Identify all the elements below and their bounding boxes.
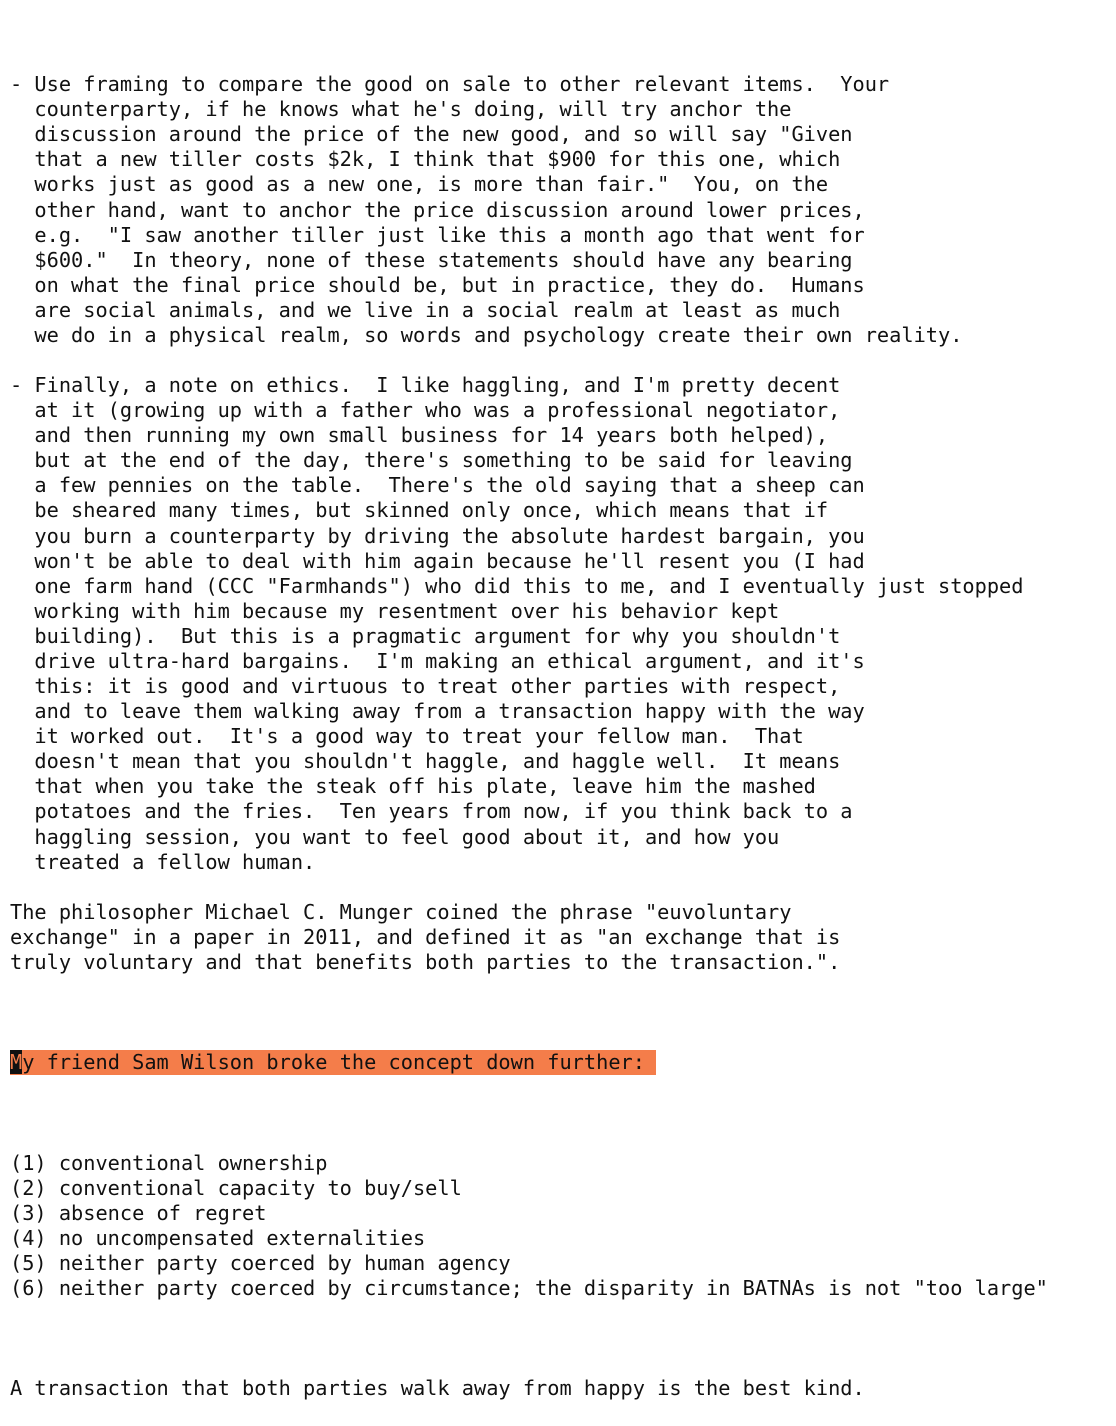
text-line: building). But this is a pragmatic argument for why you shouldn't: [10, 623, 841, 648]
document-body: [10, 72, 1048, 1000]
text-line: (1) conventional ownership: [10, 1150, 328, 1175]
highlighted-line: [10, 1050, 1048, 1075]
selection-highlight: [10, 1050, 656, 1075]
text-line: counterparty, if he knows what he's doing, will try anchor the: [10, 97, 792, 122]
text-line: haggling session, you want to feel good about it, and how you: [10, 824, 780, 849]
text-line: drive ultra-hard bargains. I'm making an ethical argument, and it's: [10, 648, 865, 673]
text-line: discussion around the price of the new good, and so will say "Given: [10, 122, 853, 147]
text-line: [10, 1125, 1048, 1150]
text-line: that when you take the steak off his plate, leave him the mashed: [10, 774, 816, 799]
text-line: other hand, want to anchor the price discussion around lower prices,: [10, 197, 865, 222]
text-editor[interactable]: [10, 22, 1048, 1426]
text-line: it worked out. It's a good way to treat your fellow man. That: [10, 724, 804, 749]
text-line: (4) no uncompensated externalities: [10, 1225, 426, 1250]
text-line: treated a fellow human.: [10, 849, 316, 874]
text-line: $600." In theory, none of these statements should have any bearing: [10, 247, 853, 272]
text-line: (6) neither party coerced by circumstance; the disparity in BATNAs is not "too large": [10, 1275, 1048, 1300]
criteria-list: [10, 1125, 1048, 1326]
text-line: won't be able to deal with him again because he'll resent you (I had: [10, 548, 865, 573]
text-line: works just as good as a new one, is more than fair." You, on the: [10, 172, 829, 197]
final-line: A transaction that both parties walk away from happy is the best kind.: [10, 1376, 865, 1401]
text-line: [10, 348, 1048, 373]
text-line: doesn't mean that you shouldn't haggle, and haggle well. It means: [10, 749, 841, 774]
text-line: [10, 975, 1048, 1000]
text-line: - Finally, a note on ethics. I like haggling, and I'm pretty decent: [10, 373, 841, 398]
text-line: a few pennies on the table. There's the old saying that a sheep can: [10, 473, 865, 498]
text-line: working with him because my resentment over his behavior kept: [10, 598, 780, 623]
text-line: and to leave them walking away from a transaction happy with the way: [10, 699, 865, 724]
text-line: and then running my own small business for 14 years both helped),: [10, 423, 829, 448]
text-line: The philosopher Michael C. Munger coined the phrase "euvoluntary: [10, 899, 792, 924]
highlighted-text: y friend Sam Wilson broke the concept down further:: [22, 1050, 645, 1075]
text-line: are social animals, and we live in a social realm at least as much: [10, 297, 841, 322]
text-line: we do in a physical realm, so words and psychology create their own reality.: [10, 322, 963, 347]
text-cursor: M: [10, 1050, 23, 1075]
text-line: one farm hand (CCC "Farmhands") who did this to me, and I eventually just stopped: [10, 573, 1024, 598]
text-line: at it (growing up with a father who was a professional negotiator,: [10, 398, 841, 423]
text-line: (5) neither party coerced by human agency: [10, 1250, 511, 1275]
text-line: (2) conventional capacity to buy/sell: [10, 1175, 462, 1200]
text-line: [10, 1301, 1048, 1326]
text-line: potatoes and the fries. Ten years from now, if you think back to a: [10, 799, 853, 824]
text-line: [10, 875, 1048, 900]
text-line: be sheared many times, but skinned only once, which means that if: [10, 498, 829, 523]
text-line: - Use framing to compare the good on sale to other relevant items. Your: [10, 72, 890, 97]
text-line: on what the final price should be, but in practice, they do. Humans: [10, 272, 865, 297]
text-line: exchange" in a paper in 2011, and defined it as "an exchange that is: [10, 924, 841, 949]
text-line: this: it is good and virtuous to treat other parties with respect,: [10, 674, 841, 699]
text-line: you burn a counterparty by driving the absolute hardest bargain, you: [10, 523, 865, 548]
text-line: but at the end of the day, there's something to be said for leaving: [10, 448, 853, 473]
text-line: (3) absence of regret: [10, 1200, 267, 1225]
text-line: that a new tiller costs $2k, I think that $900 for this one, which: [10, 147, 841, 172]
text-line: e.g. "I saw another tiller just like this a month ago that went for: [10, 222, 865, 247]
text-line: truly voluntary and that benefits both parties to the transaction.".: [10, 949, 841, 974]
